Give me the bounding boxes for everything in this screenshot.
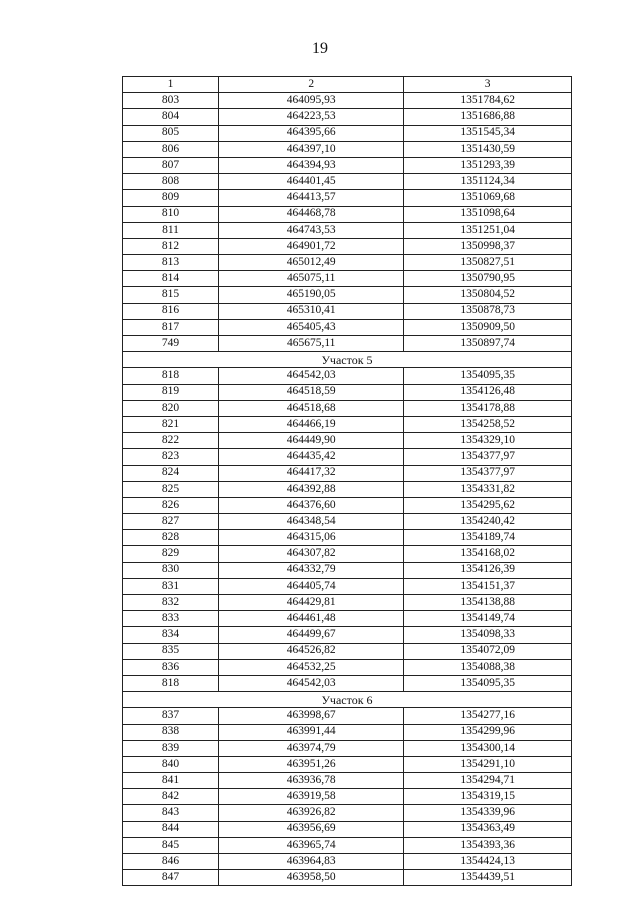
- y-coordinate-cell: 1354439,51: [404, 870, 572, 886]
- y-coordinate-cell: 1354295,62: [404, 497, 572, 513]
- table-row: [123, 174, 572, 190]
- point-number-cell: 847: [123, 870, 219, 886]
- table-header-row: [123, 77, 572, 93]
- y-coordinate-cell: 1354363,49: [404, 821, 572, 837]
- table-row: [123, 384, 572, 400]
- point-number-cell: 823: [123, 449, 219, 465]
- point-number-cell: 825: [123, 481, 219, 497]
- point-number-cell: 834: [123, 627, 219, 643]
- x-coordinate-cell: 463965,74: [219, 837, 404, 853]
- x-coordinate-cell: 464307,82: [219, 546, 404, 562]
- point-number-cell: 833: [123, 611, 219, 627]
- table-row: [123, 238, 572, 254]
- point-number-cell: 821: [123, 416, 219, 432]
- y-coordinate-cell: 1354331,82: [404, 481, 572, 497]
- y-coordinate-cell: 1350878,73: [404, 303, 572, 319]
- point-number-cell: 831: [123, 578, 219, 594]
- table-row: [123, 416, 572, 432]
- point-number-cell: 803: [123, 93, 219, 109]
- y-coordinate-cell: 1351545,34: [404, 125, 572, 141]
- y-coordinate-cell: 1354339,96: [404, 805, 572, 821]
- x-coordinate-cell: 464395,66: [219, 125, 404, 141]
- point-number-cell: 813: [123, 255, 219, 271]
- y-coordinate-cell: 1351686,88: [404, 109, 572, 125]
- table-row: [123, 675, 572, 691]
- x-coordinate-cell: 464394,93: [219, 157, 404, 173]
- point-number-cell: 807: [123, 157, 219, 173]
- y-coordinate-cell: 1354424,13: [404, 854, 572, 870]
- section-title-row: [123, 692, 572, 708]
- y-coordinate-cell: 1354149,74: [404, 611, 572, 627]
- table-row: [123, 724, 572, 740]
- y-coordinate-cell: 1354377,97: [404, 449, 572, 465]
- y-coordinate-cell: 1351124,34: [404, 174, 572, 190]
- table-row: [123, 562, 572, 578]
- y-coordinate-cell: 1354126,39: [404, 562, 572, 578]
- table-row: [123, 433, 572, 449]
- point-number-cell: 835: [123, 643, 219, 659]
- point-number-cell: 832: [123, 595, 219, 611]
- table-row: [123, 206, 572, 222]
- x-coordinate-cell: 464499,67: [219, 627, 404, 643]
- y-coordinate-cell: 1354294,71: [404, 773, 572, 789]
- x-coordinate-cell: 464376,60: [219, 497, 404, 513]
- y-coordinate-cell: 1350790,95: [404, 271, 572, 287]
- x-coordinate-cell: 464315,06: [219, 530, 404, 546]
- table-row: [123, 854, 572, 870]
- y-coordinate-cell: 1354377,97: [404, 465, 572, 481]
- y-coordinate-cell: 1350909,50: [404, 319, 572, 335]
- table-row: [123, 93, 572, 109]
- x-coordinate-cell: 464401,45: [219, 174, 404, 190]
- table-row: [123, 157, 572, 173]
- y-coordinate-cell: 1350998,37: [404, 238, 572, 254]
- table-row: [123, 578, 572, 594]
- point-number-cell: 843: [123, 805, 219, 821]
- point-number-cell: 836: [123, 659, 219, 675]
- point-number-cell: 812: [123, 238, 219, 254]
- point-number-cell: 838: [123, 724, 219, 740]
- table-row: [123, 497, 572, 513]
- y-coordinate-cell: 1354189,74: [404, 530, 572, 546]
- table-row: [123, 659, 572, 675]
- point-number-cell: 830: [123, 562, 219, 578]
- table-row: [123, 595, 572, 611]
- point-number-cell: 810: [123, 206, 219, 222]
- page-number: 19: [312, 40, 328, 57]
- point-number-cell: 829: [123, 546, 219, 562]
- x-coordinate-cell: 464542,03: [219, 675, 404, 691]
- x-coordinate-cell: 463974,79: [219, 740, 404, 756]
- table-row: [123, 837, 572, 853]
- x-coordinate-cell: 464348,54: [219, 514, 404, 530]
- point-number-cell: 820: [123, 400, 219, 416]
- point-number-cell: 826: [123, 497, 219, 513]
- y-coordinate-cell: 1354138,88: [404, 595, 572, 611]
- table-row: [123, 708, 572, 724]
- x-coordinate-cell: 463956,69: [219, 821, 404, 837]
- table-row: [123, 789, 572, 805]
- table-row: [123, 125, 572, 141]
- y-coordinate-cell: 1350897,74: [404, 336, 572, 352]
- coordinates-table: [122, 76, 572, 886]
- table-row: [123, 190, 572, 206]
- table-row: [123, 870, 572, 886]
- point-number-cell: 811: [123, 222, 219, 238]
- x-coordinate-cell: 465310,41: [219, 303, 404, 319]
- table-row: [123, 368, 572, 384]
- x-coordinate-cell: 464413,57: [219, 190, 404, 206]
- section-title-row: [123, 352, 572, 368]
- y-coordinate-cell: 1351251,04: [404, 222, 572, 238]
- y-coordinate-cell: 1354072,09: [404, 643, 572, 659]
- x-coordinate-cell: 465012,49: [219, 255, 404, 271]
- x-coordinate-cell: 464526,82: [219, 643, 404, 659]
- y-coordinate-cell: 1354277,16: [404, 708, 572, 724]
- x-coordinate-cell: 463926,82: [219, 805, 404, 821]
- y-coordinate-cell: 1354393,36: [404, 837, 572, 853]
- point-number-cell: 841: [123, 773, 219, 789]
- x-coordinate-cell: 464466,19: [219, 416, 404, 432]
- point-number-cell: 819: [123, 384, 219, 400]
- x-coordinate-cell: 464518,59: [219, 384, 404, 400]
- y-coordinate-cell: 1354258,52: [404, 416, 572, 432]
- point-number-cell: 815: [123, 287, 219, 303]
- table-row: [123, 141, 572, 157]
- x-coordinate-cell: 463951,26: [219, 756, 404, 772]
- table-row: [123, 222, 572, 238]
- x-coordinate-cell: 464223,53: [219, 109, 404, 125]
- point-number-cell: 846: [123, 854, 219, 870]
- x-coordinate-cell: 464901,72: [219, 238, 404, 254]
- table-row: [123, 481, 572, 497]
- table-row: [123, 303, 572, 319]
- y-coordinate-cell: 1354168,02: [404, 546, 572, 562]
- x-coordinate-cell: 463998,67: [219, 708, 404, 724]
- point-number-cell: 814: [123, 271, 219, 287]
- point-number-cell: 809: [123, 190, 219, 206]
- table-row: [123, 336, 572, 352]
- x-coordinate-cell: 465075,11: [219, 271, 404, 287]
- x-coordinate-cell: 464449,90: [219, 433, 404, 449]
- y-coordinate-cell: 1354095,35: [404, 675, 572, 691]
- point-number-cell: 842: [123, 789, 219, 805]
- y-coordinate-cell: 1354240,42: [404, 514, 572, 530]
- table-row: [123, 287, 572, 303]
- y-coordinate-cell: 1351430,59: [404, 141, 572, 157]
- x-coordinate-cell: 464435,42: [219, 449, 404, 465]
- x-coordinate-cell: 465675,11: [219, 336, 404, 352]
- section-title: Участок 5: [123, 352, 572, 368]
- section-title: Участок 6: [123, 692, 572, 708]
- table-row: [123, 756, 572, 772]
- x-coordinate-cell: 463958,50: [219, 870, 404, 886]
- y-coordinate-cell: 1354151,37: [404, 578, 572, 594]
- point-number-cell: 816: [123, 303, 219, 319]
- table-row: [123, 400, 572, 416]
- x-coordinate-cell: 463964,83: [219, 854, 404, 870]
- point-number-cell: 824: [123, 465, 219, 481]
- table-row: [123, 740, 572, 756]
- y-coordinate-cell: 1351069,68: [404, 190, 572, 206]
- point-number-cell: 822: [123, 433, 219, 449]
- point-number-cell: 844: [123, 821, 219, 837]
- table-row: [123, 514, 572, 530]
- x-coordinate-cell: 463991,44: [219, 724, 404, 740]
- x-coordinate-cell: 464461,48: [219, 611, 404, 627]
- header-col-2: 2: [219, 77, 404, 93]
- x-coordinate-cell: 464405,74: [219, 578, 404, 594]
- x-coordinate-cell: 464468,78: [219, 206, 404, 222]
- y-coordinate-cell: 1354299,96: [404, 724, 572, 740]
- table-row: [123, 109, 572, 125]
- x-coordinate-cell: 465190,05: [219, 287, 404, 303]
- x-coordinate-cell: 464542,03: [219, 368, 404, 384]
- point-number-cell: 837: [123, 708, 219, 724]
- x-coordinate-cell: 464743,53: [219, 222, 404, 238]
- y-coordinate-cell: 1354095,35: [404, 368, 572, 384]
- x-coordinate-cell: 463919,58: [219, 789, 404, 805]
- point-number-cell: 839: [123, 740, 219, 756]
- coordinates-table-body: [123, 77, 572, 886]
- y-coordinate-cell: 1350827,51: [404, 255, 572, 271]
- table-row: [123, 271, 572, 287]
- header-col-1: 1: [123, 77, 219, 93]
- point-number-cell: 840: [123, 756, 219, 772]
- table-row: [123, 627, 572, 643]
- y-coordinate-cell: 1351784,62: [404, 93, 572, 109]
- y-coordinate-cell: 1351098,64: [404, 206, 572, 222]
- table-row: [123, 546, 572, 562]
- x-coordinate-cell: 464392,88: [219, 481, 404, 497]
- point-number-cell: 808: [123, 174, 219, 190]
- x-coordinate-cell: 464429,81: [219, 595, 404, 611]
- header-col-3: 3: [404, 77, 572, 93]
- point-number-cell: 818: [123, 675, 219, 691]
- table-row: [123, 449, 572, 465]
- x-coordinate-cell: 465405,43: [219, 319, 404, 335]
- x-coordinate-cell: 464532,25: [219, 659, 404, 675]
- y-coordinate-cell: 1354178,88: [404, 400, 572, 416]
- y-coordinate-cell: 1354329,10: [404, 433, 572, 449]
- point-number-cell: 817: [123, 319, 219, 335]
- table-row: [123, 643, 572, 659]
- x-coordinate-cell: 464095,93: [219, 93, 404, 109]
- point-number-cell: 845: [123, 837, 219, 853]
- y-coordinate-cell: 1354098,33: [404, 627, 572, 643]
- point-number-cell: 828: [123, 530, 219, 546]
- y-coordinate-cell: 1354088,38: [404, 659, 572, 675]
- x-coordinate-cell: 463936,78: [219, 773, 404, 789]
- x-coordinate-cell: 464332,79: [219, 562, 404, 578]
- y-coordinate-cell: 1354300,14: [404, 740, 572, 756]
- point-number-cell: 805: [123, 125, 219, 141]
- table-row: [123, 255, 572, 271]
- point-number-cell: 818: [123, 368, 219, 384]
- table-row: [123, 530, 572, 546]
- point-number-cell: 804: [123, 109, 219, 125]
- x-coordinate-cell: 464518,68: [219, 400, 404, 416]
- table-row: [123, 821, 572, 837]
- table-row: [123, 773, 572, 789]
- table-row: [123, 611, 572, 627]
- y-coordinate-cell: 1351293,39: [404, 157, 572, 173]
- y-coordinate-cell: 1354126,48: [404, 384, 572, 400]
- point-number-cell: 749: [123, 336, 219, 352]
- table-row: [123, 319, 572, 335]
- y-coordinate-cell: 1350804,52: [404, 287, 572, 303]
- table-row: [123, 465, 572, 481]
- point-number-cell: 806: [123, 141, 219, 157]
- y-coordinate-cell: 1354319,15: [404, 789, 572, 805]
- y-coordinate-cell: 1354291,10: [404, 756, 572, 772]
- table-row: [123, 805, 572, 821]
- x-coordinate-cell: 464397,10: [219, 141, 404, 157]
- point-number-cell: 827: [123, 514, 219, 530]
- x-coordinate-cell: 464417,32: [219, 465, 404, 481]
